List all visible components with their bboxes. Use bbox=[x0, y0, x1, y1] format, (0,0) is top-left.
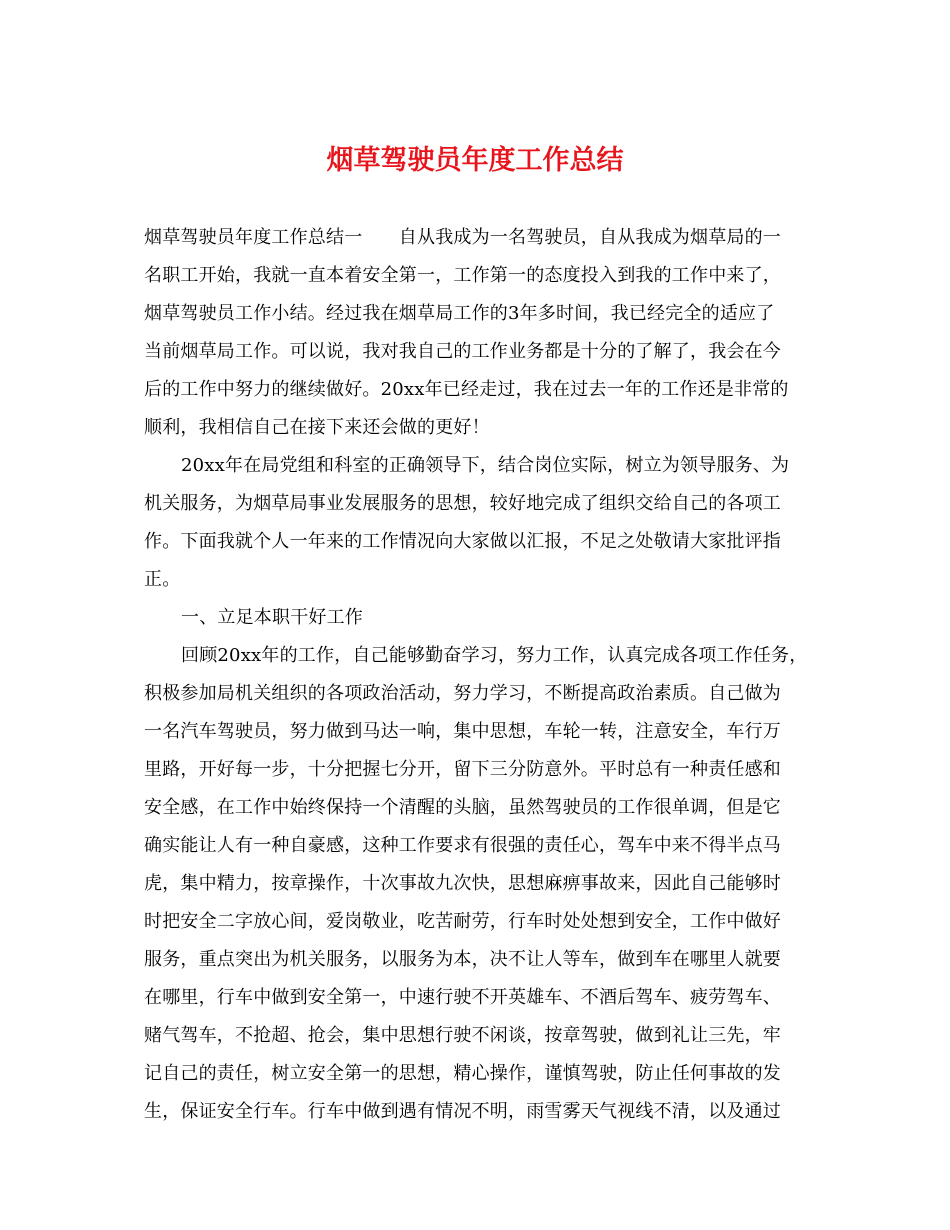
text-line: 在哪里，行车中做到安全第一，中速行驶不开英雄车、不酒后驾车、疲劳驾车、 bbox=[144, 987, 781, 1008]
document-title: 烟草驾驶员年度工作总结 bbox=[326, 145, 624, 176]
text-line: 安全感，在工作中始终保持一个清醒的头脑，虽然驾驶员的工作很单调，但是它 bbox=[144, 797, 781, 818]
text-line: 积极参加局机关组织的各项政治活动，努力学习，不断提高政治素质。自己做为 bbox=[144, 683, 781, 704]
text-line: 记自己的责任，树立安全第一的思想，精心操作，谨慎驾驶，防止任何事故的发 bbox=[144, 1063, 781, 1084]
text-line: 确实能让人有一种自豪感，这种工作要求有很强的责任心，驾车中来不得半点马 bbox=[144, 835, 781, 856]
text-line: 烟草驾驶员工作小结。经过我在烟草局工作的3年多时间，我已经完全的适应了 bbox=[144, 303, 775, 324]
text-line: 机关服务，为烟草局事业发展服务的思想，较好地完成了组织交给自己的各项工 bbox=[144, 493, 781, 514]
text-line: 时把安全二字放心间，爱岗敬业，吃苦耐劳，行车时处处想到安全，工作中做好 bbox=[144, 911, 781, 932]
text-line: 烟草驾驶员年度工作总结一 自从我成为一名驾驶员，自从我成为烟草局的一 bbox=[144, 227, 781, 248]
text-line: 虎，集中精力，按章操作，十次事故九次快，思想麻痹事故来，因此自己能够时 bbox=[144, 873, 781, 894]
text-line: 作。下面我就个人一年来的工作情况向大家做以汇报，不足之处敬请大家批评指 bbox=[144, 531, 781, 552]
text-line: 后的工作中努力的继续做好。20xx年已经走过，我在过去一年的工作还是非常的 bbox=[144, 379, 789, 400]
text-line: 当前烟草局工作。可以说，我对我自己的工作业务都是十分的了解了，我会在今 bbox=[144, 341, 781, 362]
text-line: 一名汽车驾驶员，努力做到马达一响，集中思想，车轮一转，注意安全，车行万 bbox=[144, 721, 781, 742]
text-line: 名职工开始，我就一直本着安全第一，工作第一的态度投入到我的工作中来了， bbox=[144, 265, 781, 286]
text-line: 服务，重点突出为机关服务，以服务为本，决不让人等车，做到车在哪里人就要 bbox=[144, 949, 781, 970]
text-line: 回顾20xx年的工作，自己能够勤奋学习，努力工作，认真完成各项工作任务， bbox=[181, 645, 808, 666]
document-body bbox=[144, 219, 816, 1131]
text-line: 赌气驾车，不抢超、抢会，集中思想行驶不闲谈，按章驾驶，做到礼让三先，牢 bbox=[144, 1025, 781, 1046]
text-line: 正。 bbox=[144, 569, 181, 590]
text-line: 顺利，我相信自己在接下来还会做的更好！ bbox=[144, 417, 490, 438]
section-heading: 一、立足本职干好工作 bbox=[181, 607, 363, 628]
text-line: 生，保证安全行车。行车中做到遇有情况不明，雨雪雾天气视线不清，以及通过 bbox=[144, 1101, 781, 1122]
text-line: 20xx年在局党组和科室的正确领导下，结合岗位实际，树立为领导服务、为 bbox=[181, 455, 790, 476]
text-line: 里路，开好每一步，十分把握七分开，留下三分防意外。平时总有一种责任感和 bbox=[144, 759, 781, 780]
